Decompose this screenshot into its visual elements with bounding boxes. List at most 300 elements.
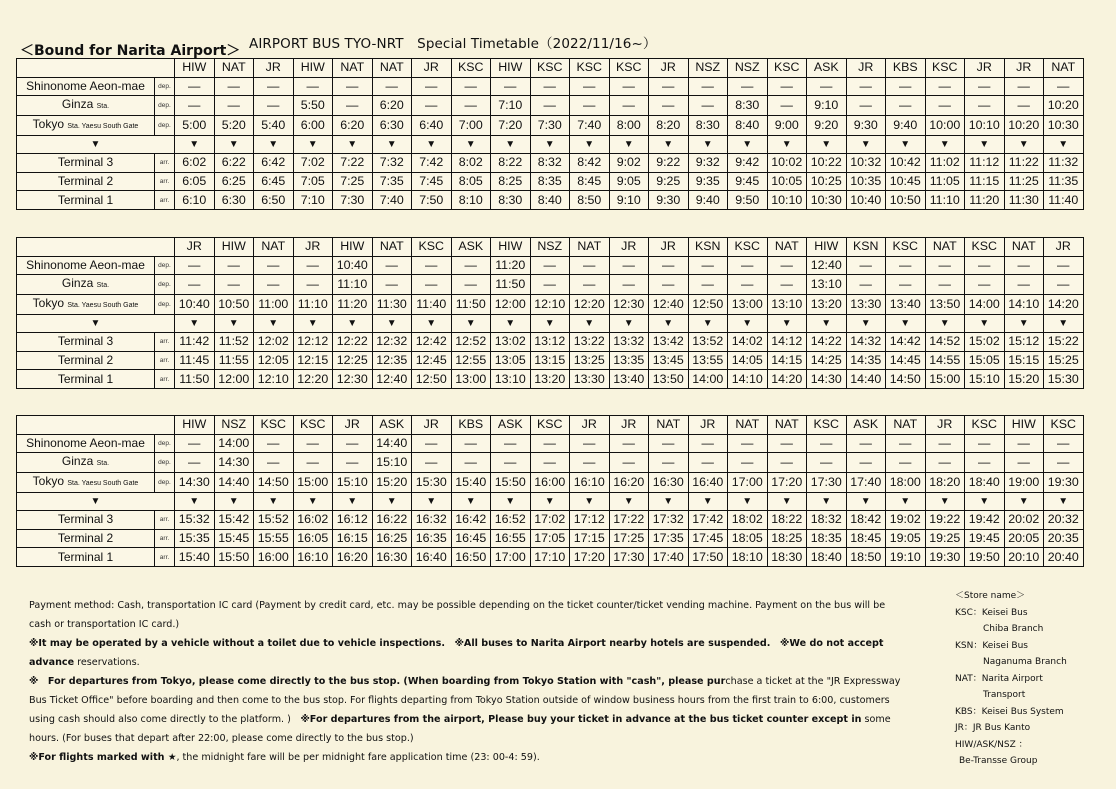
arrow-cell: ▼ (293, 136, 333, 154)
company-cell: HIW (175, 59, 215, 78)
ginza-row (17, 275, 1084, 295)
company-cell: NSZ (530, 238, 570, 257)
arrow-cell: ▼ (372, 493, 412, 511)
dep-label: dep. (155, 256, 175, 275)
time-cell: 13:12 (530, 333, 570, 352)
stop-subname: Sta. Yaesu South Gate (67, 123, 139, 131)
time-cell: — (1044, 275, 1084, 295)
time-cell: 9:10 (807, 96, 847, 116)
company-cell: JR (412, 59, 452, 78)
time-cell: — (412, 96, 452, 116)
arrow-cell: ▼ (412, 136, 452, 154)
time-cell: 11:15 (965, 172, 1005, 191)
company-cell: HIW (1004, 416, 1044, 435)
stop-name: Terminal 2 (57, 353, 114, 368)
time-cell: 8:50 (570, 191, 610, 210)
time-cell: — (728, 77, 768, 96)
time-cell: 15:40 (451, 473, 491, 493)
time-cell: 9:00 (767, 116, 807, 136)
time-cell: — (175, 96, 215, 116)
arrow-cell: ▼ (175, 493, 215, 511)
time-cell: — (688, 96, 728, 116)
time-cell: — (293, 275, 333, 295)
arrow-cell: ▼ (214, 493, 254, 511)
time-cell: — (965, 453, 1005, 473)
dep-label: dep. (155, 96, 175, 116)
company-cell: JR (570, 416, 610, 435)
time-cell: 16:22 (372, 511, 412, 530)
time-cell: — (728, 275, 768, 295)
time-cell: 14:50 (254, 473, 294, 493)
time-cell: 15:10 (333, 473, 373, 493)
company-cell: KSC (965, 238, 1005, 257)
time-cell: 18:42 (846, 511, 886, 530)
time-cell: 16:25 (372, 529, 412, 548)
time-cell: 6:30 (214, 191, 254, 210)
stop-label (17, 351, 155, 370)
terminal2-row (17, 172, 1084, 191)
time-cell: — (412, 77, 452, 96)
time-cell: 13:40 (609, 370, 649, 389)
arrow-cell: ▼ (886, 493, 926, 511)
time-cell: 19:10 (886, 548, 926, 567)
legend-title: ＜Store name＞ (955, 591, 1026, 601)
time-cell: 10:50 (214, 295, 254, 315)
note-midnight: ※For flights marked with ★, the midnight fare will be per midnight fare application time (23: 00-4: 59). (29, 752, 540, 763)
time-cell: 10:10 (767, 191, 807, 210)
arrow-cell: ▼ (965, 493, 1005, 511)
time-cell: 19:00 (1004, 473, 1044, 493)
time-cell: 11:52 (214, 333, 254, 352)
company-cell: HIW (214, 238, 254, 257)
company-cell: JR (609, 416, 649, 435)
time-cell: 14:15 (767, 351, 807, 370)
time-cell: — (688, 275, 728, 295)
time-cell: — (451, 77, 491, 96)
time-cell: — (886, 256, 926, 275)
company-cell: KSN (688, 238, 728, 257)
company-cell: HIW (807, 238, 847, 257)
time-cell: 7:40 (372, 191, 412, 210)
arrow-cell: ▼ (807, 315, 847, 333)
company-cell: NSZ (728, 59, 768, 78)
time-cell: — (688, 256, 728, 275)
time-cell: — (451, 275, 491, 295)
time-cell: 16:20 (333, 548, 373, 567)
time-cell: 9:30 (649, 191, 689, 210)
time-cell: 20:40 (1044, 548, 1084, 567)
time-cell: 9:50 (728, 191, 768, 210)
legend-hiw-group: Be-Transse Group (959, 756, 1038, 766)
time-cell: 16:30 (649, 473, 689, 493)
time-cell: 7:10 (293, 191, 333, 210)
time-cell: 7:05 (293, 172, 333, 191)
time-cell: 17:32 (649, 511, 689, 530)
time-cell: 14:30 (214, 453, 254, 473)
time-cell: — (333, 434, 373, 453)
time-cell: 17:02 (530, 511, 570, 530)
time-cell: 15:00 (293, 473, 333, 493)
time-cell: 9:30 (846, 116, 886, 136)
arrow-cell: ▼ (846, 136, 886, 154)
note-vehicle: ※It may be operated by a vehicle without a toilet due to vehicle inspections. ※All buses to Narita Airport nearby hotels are suspended. ※We do not accept advance reservations. (29, 638, 884, 668)
time-cell: 6:25 (214, 172, 254, 191)
arrow-cell: ▼ (925, 315, 965, 333)
time-cell: 18:00 (886, 473, 926, 493)
stop-label (17, 275, 155, 295)
timetable-3 (16, 415, 1084, 567)
time-cell: 13:55 (688, 351, 728, 370)
tokyo-row (17, 116, 1084, 136)
arrow-cell: ▼ (965, 136, 1005, 154)
time-cell: 16:00 (254, 548, 294, 567)
time-cell: 9:42 (728, 154, 768, 173)
company-cell: ASK (807, 59, 847, 78)
arrow-cell: ▼ (728, 136, 768, 154)
time-cell: 19:22 (925, 511, 965, 530)
time-cell: 12:20 (570, 295, 610, 315)
time-cell: — (254, 77, 294, 96)
time-cell: 7:30 (530, 116, 570, 136)
stop-name: Tokyo (32, 474, 65, 489)
time-cell: — (767, 453, 807, 473)
company-cell: JR (293, 238, 333, 257)
time-cell: 8:20 (649, 116, 689, 136)
time-cell: — (412, 275, 452, 295)
time-cell: 8:25 (491, 172, 531, 191)
stop-label (17, 154, 155, 173)
time-cell: 16:45 (451, 529, 491, 548)
time-cell: 9:25 (649, 172, 689, 191)
time-cell: 17:42 (688, 511, 728, 530)
time-cell: 12:30 (609, 295, 649, 315)
arrow-cell: ▼ (570, 136, 610, 154)
time-cell: 13:22 (570, 333, 610, 352)
ginza-row (17, 453, 1084, 473)
time-cell: 17:22 (609, 511, 649, 530)
time-cell: 10:32 (846, 154, 886, 173)
time-cell: — (886, 453, 926, 473)
time-cell: 16:05 (293, 529, 333, 548)
company-cell: HIW (175, 416, 215, 435)
company-cell: KSC (925, 59, 965, 78)
stop-name: Terminal 2 (57, 174, 114, 189)
stop-name: Terminal 1 (57, 549, 114, 564)
time-cell: — (807, 453, 847, 473)
company-cell: ASK (372, 416, 412, 435)
time-cell: — (293, 256, 333, 275)
time-cell: 19:25 (925, 529, 965, 548)
stop-name: Terminal 3 (57, 334, 114, 349)
terminal3-row (17, 511, 1084, 530)
time-cell: — (175, 256, 215, 275)
arrow-cell: ▼ (175, 136, 215, 154)
time-cell: 7:30 (333, 191, 373, 210)
company-cell: ASK (451, 238, 491, 257)
time-cell: 14:00 (688, 370, 728, 389)
time-cell: 17:20 (767, 473, 807, 493)
stop-name: Terminal 3 (57, 512, 114, 527)
company-cell: NAT (570, 238, 610, 257)
stop-label (17, 256, 155, 275)
arrow-cell: ▼ (886, 315, 926, 333)
time-cell: 7:00 (451, 116, 491, 136)
time-cell: 9:10 (609, 191, 649, 210)
company-cell: NAT (214, 59, 254, 78)
stop-label (17, 548, 155, 567)
time-cell: 8:10 (451, 191, 491, 210)
time-cell: 20:35 (1044, 529, 1084, 548)
time-cell: — (886, 275, 926, 295)
time-cell: 16:00 (530, 473, 570, 493)
time-cell: — (451, 434, 491, 453)
time-cell: 11:45 (175, 351, 215, 370)
time-cell: — (767, 275, 807, 295)
time-cell: 12:12 (293, 333, 333, 352)
arrow-cell: ▼ (17, 493, 175, 511)
time-cell: — (609, 275, 649, 295)
time-cell: 7:02 (293, 154, 333, 173)
arrow-cell: ▼ (530, 136, 570, 154)
time-cell: 17:12 (570, 511, 610, 530)
stop-label (17, 172, 155, 191)
time-cell: 14:12 (767, 333, 807, 352)
time-cell: 10:45 (886, 172, 926, 191)
time-cell: — (609, 96, 649, 116)
stop-label (17, 77, 155, 96)
company-cell: JR (1044, 238, 1084, 257)
time-cell: — (886, 434, 926, 453)
time-cell: — (649, 453, 689, 473)
time-cell: 14:35 (846, 351, 886, 370)
company-cell: NAT (767, 238, 807, 257)
time-cell: 8:40 (728, 116, 768, 136)
arrow-cell: ▼ (688, 136, 728, 154)
time-cell: 12:42 (412, 333, 452, 352)
time-cell: 17:00 (728, 473, 768, 493)
time-cell: 15:40 (175, 548, 215, 567)
stop-label (17, 370, 155, 389)
time-cell: 14:10 (728, 370, 768, 389)
time-cell: 16:30 (372, 548, 412, 567)
time-cell: 13:42 (649, 333, 689, 352)
time-cell: — (925, 77, 965, 96)
time-cell: 13:50 (649, 370, 689, 389)
arrow-cell: ▼ (1044, 136, 1084, 154)
time-cell: 12:00 (491, 295, 531, 315)
time-cell: 12:15 (293, 351, 333, 370)
time-cell: 12:40 (807, 256, 847, 275)
time-cell: 16:10 (570, 473, 610, 493)
time-cell: 6:42 (254, 154, 294, 173)
arrow-cell: ▼ (451, 315, 491, 333)
time-cell: 15:42 (214, 511, 254, 530)
time-cell: — (451, 96, 491, 116)
company-cell: NAT (649, 416, 689, 435)
stop-label (17, 434, 155, 453)
arrow-cell: ▼ (649, 315, 689, 333)
time-cell: 11:10 (925, 191, 965, 210)
time-cell: 18:32 (807, 511, 847, 530)
time-cell: 5:20 (214, 116, 254, 136)
time-cell: 7:40 (570, 116, 610, 136)
time-cell: 18:45 (846, 529, 886, 548)
time-cell: 18:50 (846, 548, 886, 567)
time-cell: 8:05 (451, 172, 491, 191)
time-cell: 14:20 (1044, 295, 1084, 315)
company-cell: ASK (846, 416, 886, 435)
time-cell: 8:32 (530, 154, 570, 173)
time-cell: 13:10 (491, 370, 531, 389)
time-cell: 18:25 (767, 529, 807, 548)
time-cell: 13:25 (570, 351, 610, 370)
arrow-cell: ▼ (491, 136, 531, 154)
company-cell: KSC (530, 416, 570, 435)
time-cell: — (846, 77, 886, 96)
company-cell: KSC (451, 59, 491, 78)
arrow-cell: ▼ (846, 315, 886, 333)
time-cell: — (254, 453, 294, 473)
time-cell: — (767, 77, 807, 96)
dep-label: dep. (155, 434, 175, 453)
time-cell: 11:22 (1004, 154, 1044, 173)
time-cell: — (1004, 275, 1044, 295)
time-cell: — (412, 453, 452, 473)
time-cell: — (570, 77, 610, 96)
company-cell: JR (925, 416, 965, 435)
page-title: AIRPORT BUS TYO-NRT Special Timetable（2022/11/16~） (249, 36, 657, 52)
time-cell: 9:40 (688, 191, 728, 210)
stop-label (17, 511, 155, 530)
time-cell: 12:52 (451, 333, 491, 352)
time-cell: 17:00 (491, 548, 531, 567)
store-legend (955, 588, 1105, 770)
time-cell: 12:30 (333, 370, 373, 389)
time-cell: — (530, 96, 570, 116)
company-cell: KBS (451, 416, 491, 435)
legend-ksn: KSN：Keisei Bus (955, 640, 1028, 651)
tokyo-row (17, 295, 1084, 315)
time-cell: — (254, 434, 294, 453)
time-cell: — (530, 275, 570, 295)
arrow-cell: ▼ (451, 493, 491, 511)
time-cell: — (1004, 256, 1044, 275)
time-cell: 14:40 (846, 370, 886, 389)
stop-name: Shinonome Aeon-mae (26, 257, 145, 272)
time-cell: 17:30 (609, 548, 649, 567)
arrow-cell: ▼ (333, 315, 373, 333)
time-cell: 19:50 (965, 548, 1005, 567)
company-cell: JR (175, 238, 215, 257)
time-cell: 10:20 (1044, 96, 1084, 116)
time-cell: 8:30 (688, 116, 728, 136)
time-cell: — (925, 275, 965, 295)
time-cell: 16:10 (293, 548, 333, 567)
ginza-row (17, 96, 1084, 116)
dep-label: dep. (155, 77, 175, 96)
time-cell: — (807, 77, 847, 96)
company-cell: HIW (491, 238, 531, 257)
time-cell: 12:22 (333, 333, 373, 352)
company-cell: KSC (1044, 416, 1084, 435)
time-cell: 8:42 (570, 154, 610, 173)
time-cell: — (767, 256, 807, 275)
time-cell: 8:35 (530, 172, 570, 191)
time-cell: 10:40 (333, 256, 373, 275)
time-cell: 11:20 (333, 295, 373, 315)
time-cell: 15:02 (965, 333, 1005, 352)
time-cell: 11:30 (1004, 191, 1044, 210)
shinonome-row (17, 434, 1084, 453)
arr-label: arr. (155, 511, 175, 530)
company-cell: KSN (846, 238, 886, 257)
time-cell: 16:35 (412, 529, 452, 548)
time-cell: 14:55 (925, 351, 965, 370)
time-cell: 16:40 (688, 473, 728, 493)
time-cell: 11:00 (254, 295, 294, 315)
time-cell: 8:22 (491, 154, 531, 173)
time-cell: 10:50 (886, 191, 926, 210)
time-cell: 14:32 (846, 333, 886, 352)
time-cell: — (214, 96, 254, 116)
legend-nat-2: Transport (983, 690, 1026, 700)
time-cell: 6:00 (293, 116, 333, 136)
terminal1-row (17, 191, 1084, 210)
time-cell: 18:20 (925, 473, 965, 493)
time-cell: 14:45 (886, 351, 926, 370)
time-cell: 8:02 (451, 154, 491, 173)
company-cell: HIW (491, 59, 531, 78)
dep-label: dep. (155, 275, 175, 295)
arrow-cell: ▼ (372, 315, 412, 333)
time-cell: 16:02 (293, 511, 333, 530)
time-cell: 15:45 (214, 529, 254, 548)
time-cell: — (965, 275, 1005, 295)
stop-label (17, 453, 155, 473)
time-cell: 14:20 (767, 370, 807, 389)
time-cell: 13:30 (570, 370, 610, 389)
time-cell: 9:05 (609, 172, 649, 191)
arrow-cell: ▼ (846, 493, 886, 511)
time-cell: 14:00 (214, 434, 254, 453)
dep-label: dep. (155, 295, 175, 315)
time-cell: 13:00 (451, 370, 491, 389)
arrow-cell: ▼ (254, 136, 294, 154)
time-cell: 9:20 (807, 116, 847, 136)
time-cell: 10:42 (886, 154, 926, 173)
time-cell: 16:20 (609, 473, 649, 493)
time-cell: — (846, 453, 886, 473)
time-cell: 5:50 (293, 96, 333, 116)
time-cell: 8:45 (570, 172, 610, 191)
note-departures: ※ For departures from Tokyo, please come directly to the bus stop. (When boarding from Tokyo Station with "cash", please purchase a ticket at the "JR Expressway Bus Ticket Office" before boarding and then come to the bus stop. For flights departing from Tokyo Station outside of window business hours from the first train to 6:00, customers using cash should also come directly to the platform. ) ※For departures from the airport, Please buy your ticket in advance at the bus ticket counter except in some hours. (For buses that depart after 22:00, please come directly to the bus stop.) (29, 676, 901, 744)
time-cell: — (925, 96, 965, 116)
time-cell: 17:10 (530, 548, 570, 567)
arrow-cell: ▼ (333, 136, 373, 154)
stop-name: Shinonome Aeon-mae (26, 435, 145, 450)
arrow-cell: ▼ (491, 315, 531, 333)
time-cell: 7:45 (412, 172, 452, 191)
legend-ksc-branch: Chiba Branch (983, 624, 1044, 634)
time-cell: 11:40 (1044, 191, 1084, 210)
arrow-cell: ▼ (925, 493, 965, 511)
company-cell: KSC (609, 59, 649, 78)
time-cell: 13:30 (846, 295, 886, 315)
company-cell: JR (965, 59, 1005, 78)
time-cell: 12:32 (372, 333, 412, 352)
arrow-cell: ▼ (925, 136, 965, 154)
time-cell: 6:02 (175, 154, 215, 173)
